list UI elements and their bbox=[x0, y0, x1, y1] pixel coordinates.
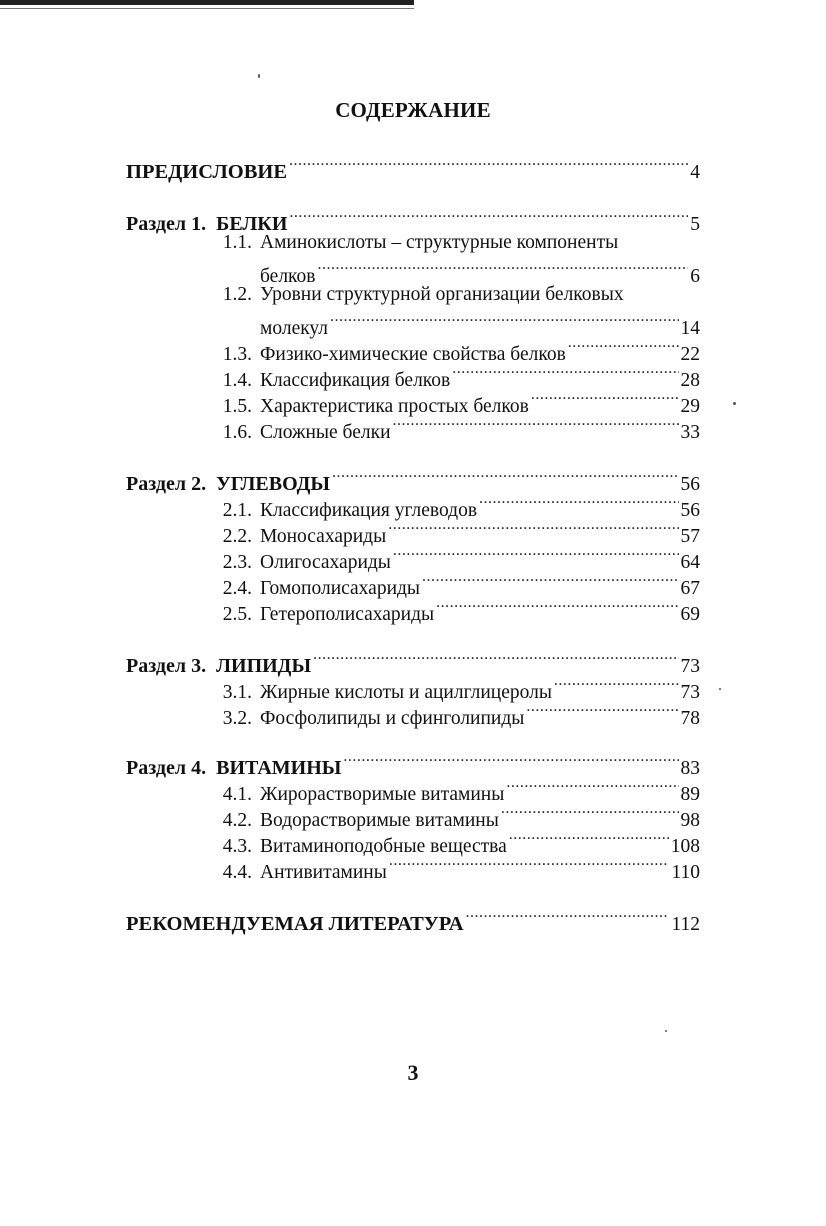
section-page: 56 bbox=[680, 474, 700, 495]
item-number: 1.2. bbox=[222, 284, 252, 305]
toc-entry-page: 4 bbox=[690, 162, 700, 183]
section-label: Раздел 4. bbox=[126, 757, 207, 779]
item-number: 1.3. bbox=[222, 344, 252, 365]
item-page: 110 bbox=[671, 862, 700, 883]
toc-item-3-2[interactable] bbox=[216, 698, 700, 732]
dot-leader bbox=[531, 386, 679, 412]
toc-entry-preface[interactable] bbox=[126, 152, 700, 186]
dot-leader bbox=[506, 774, 678, 800]
item-number: 1.1. bbox=[222, 232, 252, 253]
dot-leader bbox=[526, 698, 678, 724]
item-number: 4.2. bbox=[222, 810, 252, 831]
scan-speck bbox=[665, 1030, 667, 1032]
toc-item-2-5[interactable] bbox=[216, 594, 700, 628]
dot-leader bbox=[313, 646, 678, 672]
item-title: Фосфолипиды и сфинголипиды bbox=[260, 708, 525, 729]
dot-leader bbox=[393, 412, 679, 438]
item-page: 73 bbox=[680, 682, 700, 703]
item-title: Классификация белков bbox=[260, 370, 451, 391]
dot-leader bbox=[318, 256, 689, 282]
item-page: 6 bbox=[690, 266, 700, 287]
item-page: 14 bbox=[680, 318, 700, 339]
item-title: Аминокислоты – структурные компоненты bbox=[260, 232, 619, 253]
toc-item-1-6[interactable] bbox=[216, 412, 700, 446]
toc-item-4-4[interactable] bbox=[216, 852, 700, 886]
dot-leader bbox=[479, 490, 678, 516]
scan-speck bbox=[719, 688, 721, 690]
item-title-continued: молекул bbox=[260, 318, 329, 339]
item-number: 1.6. bbox=[222, 422, 252, 443]
item-page: 29 bbox=[680, 396, 700, 417]
item-number: 1.4. bbox=[222, 370, 252, 391]
section-page: 5 bbox=[690, 214, 700, 235]
section-label: Раздел 1. bbox=[126, 213, 207, 235]
dot-leader bbox=[554, 672, 679, 698]
item-title-continued: белков bbox=[260, 266, 316, 287]
item-title: Гомополисахариды bbox=[260, 578, 421, 599]
dot-leader bbox=[389, 852, 670, 878]
dot-leader bbox=[466, 904, 670, 930]
item-title: Водорастворимые витамины bbox=[260, 810, 499, 831]
section-title: ЛИПИДЫ bbox=[216, 655, 312, 677]
dot-leader bbox=[393, 542, 679, 568]
page-title: СОДЕРЖАНИЕ bbox=[335, 98, 491, 122]
scan-speck bbox=[733, 402, 736, 405]
item-number: 4.4. bbox=[222, 862, 252, 883]
item-page: 22 bbox=[680, 344, 700, 365]
item-number: 2.2. bbox=[222, 526, 252, 547]
toc-item-1-1-line1[interactable] bbox=[216, 230, 700, 256]
section-title: ВИТАМИНЫ bbox=[216, 757, 342, 779]
item-page: 78 bbox=[680, 708, 700, 729]
toc-entry-title: ПРЕДИСЛОВИЕ bbox=[126, 161, 287, 183]
item-title: Антивитамины bbox=[260, 862, 387, 883]
item-number: 2.3. bbox=[222, 552, 252, 573]
dot-leader bbox=[422, 568, 678, 594]
item-page: 64 bbox=[680, 552, 700, 573]
section-label: Раздел 3. bbox=[126, 655, 207, 677]
dot-leader bbox=[568, 334, 679, 360]
item-title: Физико-химические свойства белков bbox=[260, 344, 566, 365]
item-title: Сложные белки bbox=[260, 422, 391, 443]
section-page: 83 bbox=[680, 758, 700, 779]
page-number: 3 bbox=[407, 1060, 419, 1085]
item-number: 3.2. bbox=[222, 708, 252, 729]
dot-leader bbox=[501, 800, 679, 826]
section-title: БЕЛКИ bbox=[216, 213, 288, 235]
item-number: 3.1. bbox=[222, 682, 252, 703]
section-label: Раздел 2. bbox=[126, 473, 207, 495]
dot-leader bbox=[330, 308, 678, 334]
toc-entry-title: РЕКОМЕНДУЕМАЯ ЛИТЕРАТУРА bbox=[126, 913, 464, 935]
dot-leader bbox=[343, 748, 678, 774]
item-number: 2.4. bbox=[222, 578, 252, 599]
item-page: 28 bbox=[680, 370, 700, 391]
item-title: Гетерополисахариды bbox=[260, 604, 435, 625]
section-page: 73 bbox=[680, 656, 700, 677]
dot-leader bbox=[332, 464, 678, 490]
item-number: 4.1. bbox=[222, 784, 252, 805]
item-number: 4.3. bbox=[222, 836, 252, 857]
dot-leader bbox=[509, 826, 669, 852]
section-title: УГЛЕВОДЫ bbox=[216, 473, 331, 495]
item-page: 69 bbox=[680, 604, 700, 625]
item-page: 108 bbox=[670, 836, 700, 857]
item-title: Моносахариды bbox=[260, 526, 387, 547]
toc-entry-literature[interactable] bbox=[126, 904, 700, 938]
dot-leader bbox=[388, 516, 678, 542]
item-title: Классификация углеводов bbox=[260, 500, 478, 521]
item-page: 98 bbox=[680, 810, 700, 831]
toc-item-1-2-line1[interactable] bbox=[216, 282, 700, 308]
dot-leader bbox=[452, 360, 678, 386]
dot-leader bbox=[289, 204, 688, 230]
item-page: 33 bbox=[680, 422, 700, 443]
item-title: Уровни структурной организации белковых bbox=[260, 284, 624, 305]
item-title: Характеристика простых белков bbox=[260, 396, 529, 417]
item-page: 56 bbox=[680, 500, 700, 521]
item-page: 67 bbox=[680, 578, 700, 599]
item-page: 89 bbox=[680, 784, 700, 805]
toc-entry-page: 112 bbox=[671, 914, 700, 935]
item-title: Олигосахариды bbox=[260, 552, 391, 573]
item-number: 1.5. bbox=[222, 396, 252, 417]
item-title: Жирорастворимые витамины bbox=[260, 784, 505, 805]
item-page: 57 bbox=[680, 526, 700, 547]
item-title: Витаминоподобные вещества bbox=[260, 836, 507, 857]
item-number: 2.5. bbox=[222, 604, 252, 625]
item-number: 2.1. bbox=[222, 500, 252, 521]
item-title: Жирные кислоты и ацилглицеролы bbox=[260, 682, 552, 703]
scan-speck bbox=[258, 74, 260, 78]
dot-leader bbox=[436, 594, 678, 620]
dot-leader bbox=[289, 152, 688, 178]
